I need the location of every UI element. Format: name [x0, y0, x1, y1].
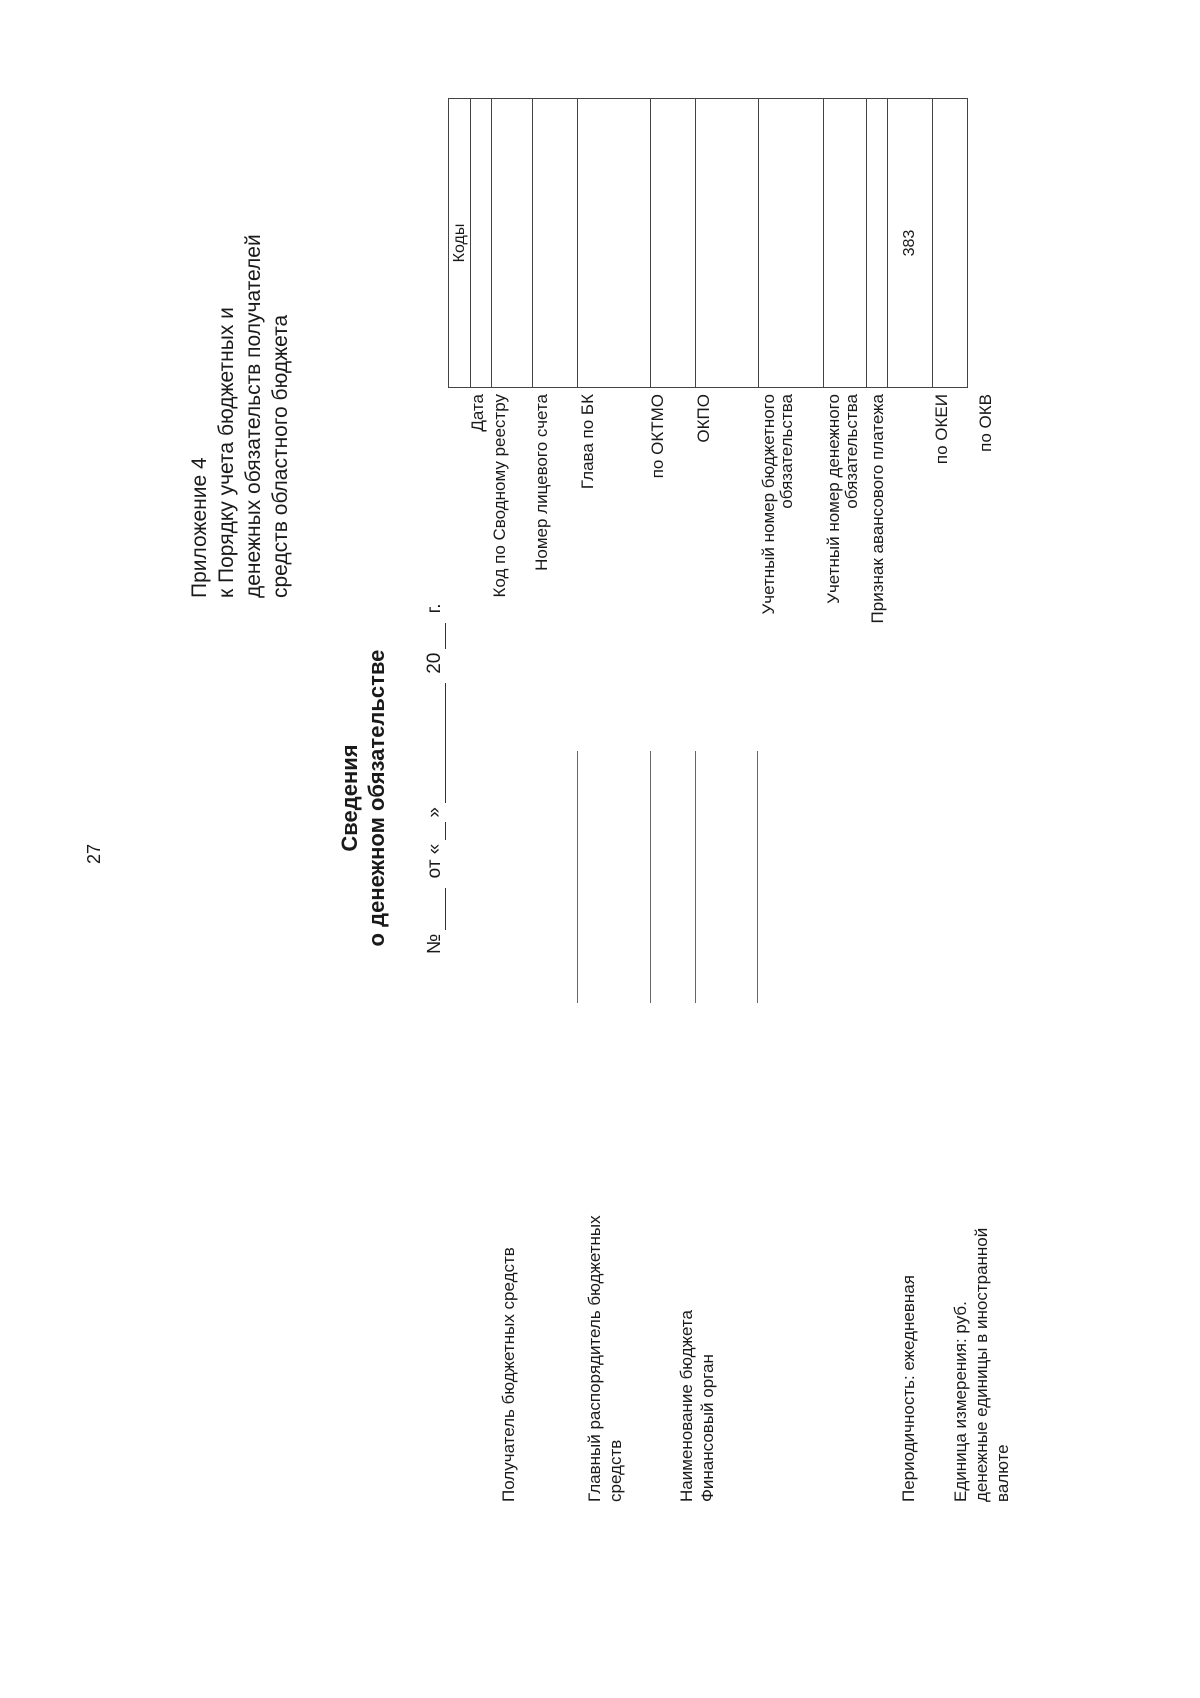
code-label-budget-obligation: Учетный номер бюджетного обязательства: [759, 394, 796, 615]
appendix-line: денежных обязательств получателей: [242, 234, 265, 598]
code-label-okei: по ОКЕИ: [932, 394, 951, 465]
recipient-fill-line: [577, 751, 578, 1003]
year-suffix: г.: [424, 603, 445, 614]
code-cell-money-obligation: [824, 99, 867, 388]
appendix-line: Приложение 4: [188, 457, 211, 598]
title-line-1: Сведения: [337, 744, 362, 852]
periodicity-label: Периодичность: ежедневная: [899, 1275, 918, 1502]
date-from-label: от «: [424, 843, 445, 879]
year-blank: [427, 623, 446, 649]
day-blank: [427, 822, 446, 840]
appendix-header: [186, 234, 294, 598]
main-manager-label: Главный распорядитель бюджетных средств: [585, 1215, 625, 1502]
appendix-line: средств областного бюджета: [269, 314, 292, 598]
appendix-line: к Порядку учета бюджетных и: [215, 307, 238, 598]
document-title: [336, 578, 390, 1018]
code-cell-okpo: [696, 99, 759, 388]
code-cell-oktmo: [651, 99, 696, 388]
document-number-line: [424, 603, 446, 954]
codes-header: Коды: [449, 99, 471, 388]
code-cell-budget-obligation: [759, 99, 824, 388]
codes-table: [448, 98, 968, 388]
date-close-quote: »: [424, 807, 445, 818]
budget-fill-line: [695, 751, 696, 1003]
unit-label: Единица измерения: руб.: [951, 1301, 970, 1502]
title-line-2: о денежном обязательстве: [364, 649, 389, 947]
number-blank: [427, 888, 446, 930]
code-label-okv: по ОКВ: [976, 394, 995, 452]
code-cell-date: [471, 99, 492, 388]
year-prefix: 20: [424, 652, 445, 674]
month-blank: [427, 683, 446, 803]
page-number: 27: [84, 843, 104, 864]
code-cell-advance: [867, 99, 888, 388]
finance-body-fill-line: [757, 751, 758, 1003]
code-label-registry: Код по Сводному реестру: [490, 394, 509, 598]
code-label-bk: Глава по БК: [578, 394, 597, 490]
code-label-money-obligation: Учетный номер денежного обязательства: [824, 394, 861, 604]
number-sign: №: [424, 933, 445, 954]
code-label-date: Дата: [468, 394, 487, 432]
code-cell-bk: [578, 99, 651, 388]
finance-body-label: Финансовый орган: [698, 1354, 717, 1502]
code-label-okpo: ОКПО: [694, 394, 713, 443]
budget-name-label: Наименование бюджета: [677, 1310, 696, 1502]
code-label-oktmo: по ОКТМО: [648, 394, 667, 479]
code-cell-okv: [933, 99, 968, 388]
code-cell-registry: [492, 99, 533, 388]
main-manager-fill-line: [650, 751, 651, 1003]
code-cell-account: [533, 99, 578, 388]
code-label-account: Номер лицевого счета: [532, 394, 551, 571]
code-label-advance: Признак авансового платежа: [868, 394, 887, 624]
currency-label: денежные единицы в иностранной валюте: [972, 1227, 1012, 1502]
code-cell-okei: 383: [888, 99, 933, 388]
recipient-label: Получатель бюджетных средств: [499, 1247, 518, 1502]
